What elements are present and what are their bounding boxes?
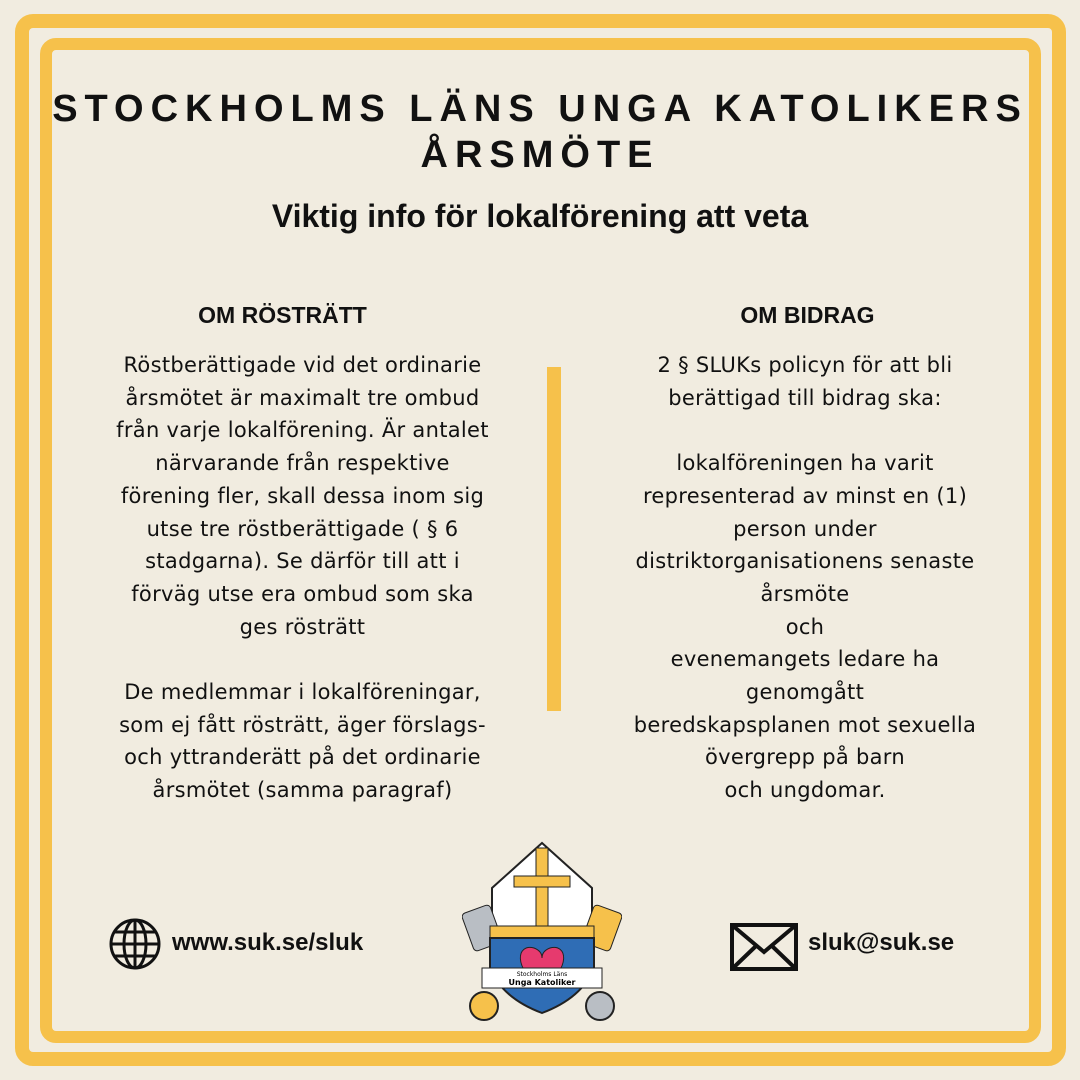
left-body: Röstberättigade vid det ordinarie årsmötet är maximalt tre ombud från varje lokalförening. Är antalet närvarande från respektive förening fler, skall dessa inom sig utse tre röstberättigade ( § 6 stadgarna). Se därför till att i förväg utse era ombud som ska ges rösträtt De medlemmar i lokalföreningar, som ej fått rösträtt, äger förslags- och yttranderätt på det ordinarie årsmötet (samma paragraf)	[116, 353, 489, 803]
logo-line-2: Unga Katoliker	[508, 978, 576, 987]
logo-line-1: Stockholms Läns	[516, 971, 568, 978]
right-body: 2 § SLUKs policyn för att bli berättigad till bidrag ska: lokalföreningen ha varit representerad av minst en (1) person under distriktorganisationens senaste årsmöte och evenemangets ledare ha genomgått beredskapsplanen mot sexuella övergrepp på barn och ungdomar.	[633, 353, 977, 803]
email-link[interactable]: sluk@suk.se	[808, 929, 955, 956]
website-link[interactable]: www.suk.se/sluk	[172, 929, 364, 956]
right-heading: OM BIDRAG	[740, 302, 875, 328]
subtitle: Viktig info för lokalförening att veta	[271, 198, 809, 234]
column-divider	[547, 367, 561, 711]
page-title	[0, 86, 1080, 178]
left-heading: OM RÖSTRÄTT	[198, 302, 367, 328]
title-line-2: ÅRSMÖTE	[420, 134, 660, 176]
mail-icon	[729, 922, 799, 976]
logo	[462, 838, 622, 1027]
globe-icon	[108, 917, 162, 975]
title-line-1: STOCKHOLMS LÄNS UNGA KATOLIKERS	[52, 88, 1028, 130]
